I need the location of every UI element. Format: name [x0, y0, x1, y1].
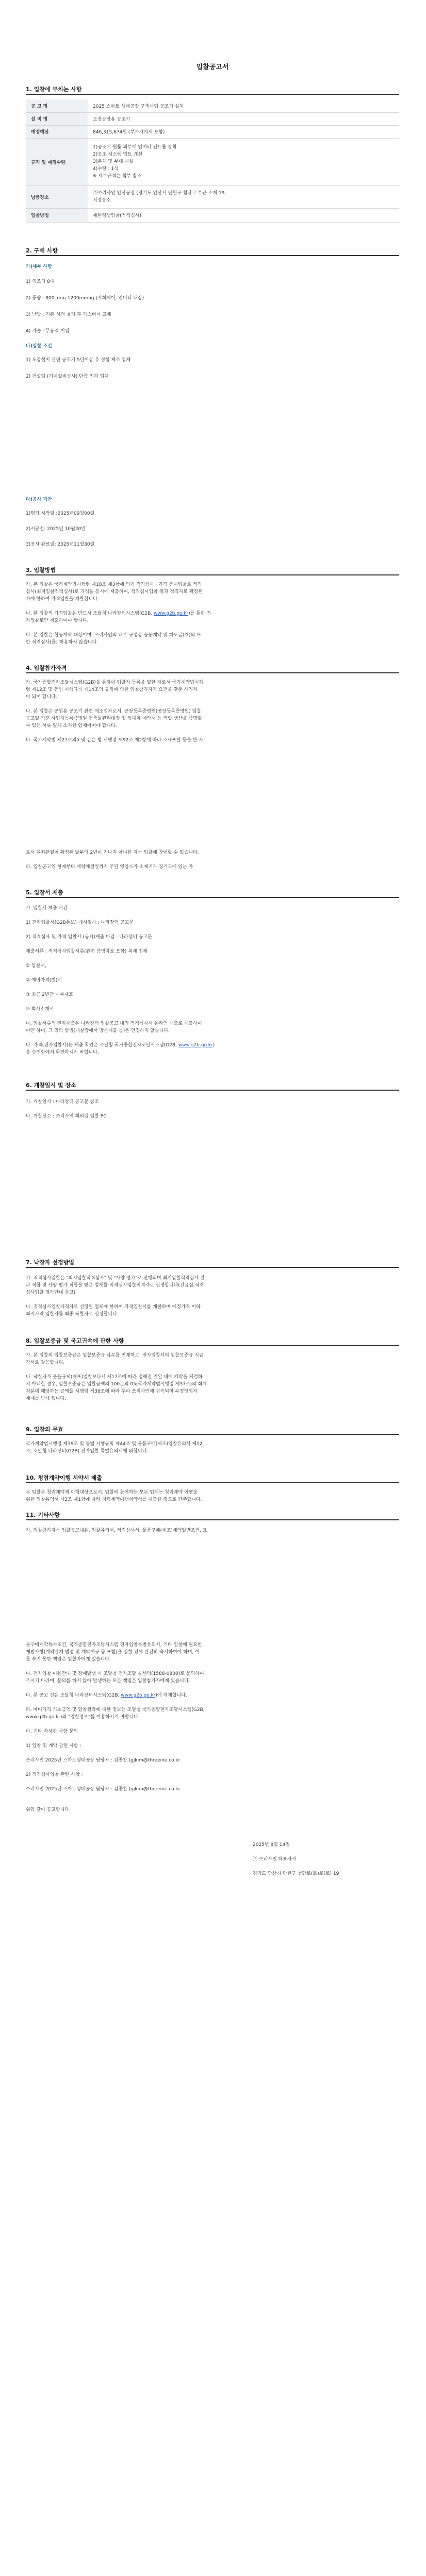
- paragraph-line: 이 되어 합니다.: [26, 694, 57, 700]
- paragraph-line: 자입찰로만 제출하여야 합니다.: [26, 618, 89, 623]
- row-label: 공 고 명: [26, 99, 88, 112]
- section-9-heading: 9. 입찰의 무효: [26, 1426, 63, 1433]
- paragraph-line: 다. 국가계약법 제27조의5 및 같은 법 시행령 제92조 제2항에 따라 조세포탈 등을 한 자: [26, 738, 203, 743]
- paragraph-line: 가. 본 입찰은 국가계약법시행령 제18조 제3항에 의거 적격심사 · 가격 동시입찰로 적격: [26, 582, 202, 587]
- paragraph-line: 로서 유죄판결이 확정된 날부터 2년이 지나지 아니한 자는 입찰에 참여할 수 없습니다.: [26, 850, 199, 855]
- table-row: [26, 138, 399, 185]
- paragraph-line: 나. 낙찰자가 을을규제(체포)입찰보다서 제17조에 따라 정해진 기일 내에 계약을 체결하: [26, 1375, 203, 1380]
- paragraph-line: [26, 1692, 399, 1699]
- paragraph-line: 가. 적격심사입찰은 "최저입찰적격심사" 및 "사양 평가"로 진행되며 최저입찰적격심사 결: [26, 1276, 205, 1281]
- paragraph-line: 제재를 받게 됩니다.: [26, 1396, 67, 1401]
- section-2-heading: 2. 구매 사항: [26, 247, 58, 254]
- paragraph-line: 나. 개찰장소 : 쓰리사인 회의실 입찰 PC: [26, 1114, 107, 1119]
- paragraph-line: 자에 한하여 가격입찰을 개찰합니다.: [26, 597, 99, 602]
- section-3-rule: [26, 574, 399, 575]
- section-4-heading: 4. 입찰참가자격: [26, 665, 67, 671]
- section-6-heading: 6. 개찰일시 및 장소: [26, 1082, 76, 1089]
- list-item: ① 입찰서,: [26, 963, 46, 969]
- detail-item: 4) 가습 : 무동력 미입: [26, 329, 70, 334]
- section-8-rule: [26, 1345, 399, 1346]
- detail-item: 3) 난방 : 기존 히터 철거 후 가스버너 교체: [26, 312, 111, 317]
- closing-line: 위와 같이 공고합니다.: [26, 1807, 71, 1812]
- condition-item: 1) 도장설비 관련 공조기 5년이상 유 경험 제조 업체: [26, 358, 131, 363]
- row-label: 규격 및 예정수량: [26, 138, 88, 185]
- row-label: 설 비 명: [26, 112, 88, 125]
- text-segment: 다. 본 공고 건은 조달청 나라장터시스템(G2B,: [26, 1693, 121, 1698]
- spec-line: 4)수량 : 1식: [93, 166, 119, 172]
- schedule-item: 3)공사 완료일: 2025년11월30일: [26, 542, 95, 547]
- paragraph-line: 나. 전자입찰 이용안내 및 장애발생 시 조달청 전자조달 콜센터(1588-0800)로 문의하여: [26, 1671, 204, 1676]
- paragraph-line: 라. 예비가격 기초금액 및 입찰결과에 대한 정보는 조달청 국가종합전자조달시스템(G2B,: [26, 1707, 205, 1713]
- section-2-rule: [26, 255, 399, 256]
- section-1-heading: 1. 입찰에 부치는 사항: [26, 86, 82, 93]
- text-segment: )에 게재합니다.: [155, 1693, 187, 1698]
- paragraph-line: 수 있는 서류 일체 소지한 업체이어야 합니다.: [26, 723, 117, 728]
- detail-subheading: 가)세부 사항: [26, 264, 52, 269]
- paragraph-line: 나. 적격심사입찰자격자로 선정된 업체에 한하여 가격입찰서를 개찰하며 예정가격 이하: [26, 1304, 201, 1310]
- paragraph-line: 최저가격 입찰자를 최종 낙찰자로 선정합니다.: [26, 1312, 119, 1317]
- paragraph-line: 제출서류 : 적격심사입찰서류(관련 증빙자료 포함) 복제 접제: [26, 949, 148, 954]
- paragraph-line: 1) 전자입찰서(G2B통보) 개시일시 : 나라장터 공고문: [26, 920, 134, 925]
- spec-line: ※ 세부규격은 첨부 참조: [93, 174, 142, 179]
- spec-line: 1)공조기 원룸 외부에 인버터 컨트롤 장착: [93, 145, 177, 150]
- paragraph-line: 위한 입찰유의서 제3조 제1항에 따라 청렴계약이행서약서를 제출한 것으로 간주합니다.: [26, 1497, 202, 1502]
- row-value: 846,315,674원 (부가가치세 포함): [88, 125, 399, 138]
- table-row: [26, 99, 399, 112]
- table-row: [26, 112, 399, 125]
- paragraph-line: 심사입찰 평가단내 참고): [26, 1290, 76, 1295]
- paragraph-line: www.g2b.go.kr)의 "입찰정보"를 이용하시기 바랍니다.: [26, 1715, 140, 1720]
- paragraph-line: 을 승인함에서 확인하시기 바랍니다.: [26, 1050, 99, 1055]
- paragraph-line: 나. 본 입찰은 공업용 공조기 관련 제조업자로서, 공장등록증명원(공장등록증명원) 입찰: [26, 709, 201, 714]
- signature-company: ㈜ 쓰리사인 대표자사: [253, 1857, 297, 1862]
- text-segment: 나. 본 입찰의 가격입찰은 반드시 조달청 나라장터시스템(G2B,: [26, 611, 154, 616]
- g2b-link[interactable]: www.g2b.go.kr: [178, 1043, 213, 1048]
- row-label: 입찰방법: [26, 208, 88, 222]
- section-4-rule: [26, 672, 399, 673]
- row-label: 납품장소: [26, 185, 88, 208]
- table-row: [26, 185, 399, 208]
- signature-date: 2025년 8월 14일: [253, 1842, 290, 1848]
- section-3-heading: 3. 입찰방법: [26, 567, 56, 573]
- section-6-rule: [26, 1090, 399, 1091]
- section-5-heading: 5. 입찰서 제출: [26, 889, 63, 896]
- place-line: 지정장소: [93, 198, 111, 203]
- section-11-rule: [26, 1519, 399, 1520]
- paragraph-line: 2) 적격심사입찰 관련 사항 :: [26, 1772, 83, 1777]
- row-value: [88, 185, 399, 208]
- place-line: ㈜쓰리사인 안산공장 (경기도 안산시 단원구 첨단로 부근 소재 19,: [93, 191, 226, 196]
- paragraph-line: [26, 1042, 399, 1049]
- paragraph-line: 가. 개찰일시 : 나라장터 공고문 참조: [26, 1099, 99, 1105]
- row-value: 2025 스마트 생태공장 구축사업 공조기 설치: [88, 99, 399, 112]
- paragraph-line: 본 입찰은 청렴계약제 이행대상으로서, 입찰에 참여하는 모든 업체는 청렴계약 이행을: [26, 1490, 198, 1495]
- paragraph-line: 가. 입찰참가자는 입찰공고내용, 입찰유의서, 적격심사서, 물품구매(제조)계약일반조건, 표: [26, 1528, 207, 1533]
- spec-line: 3)분체 및 부대 시설: [93, 159, 134, 164]
- paragraph-line: 령 제12조 및 동법 시행규칙 제14조의 규정에 의한 입찰참가자격 요건을 갖춘 사업자: [26, 687, 198, 692]
- paragraph-line: 2) 적격심사 및 가격 입찰서 (동시)제출 마감 : 나라장터 공고문: [26, 935, 153, 940]
- paragraph-line: [26, 610, 399, 617]
- list-item: ④ 회사소개서: [26, 1007, 54, 1012]
- paragraph-line: 과 적합 및 사양 평가 적합을 받은 업체를 적격심사입찰적격자로 선정합니다(긴급심,적격: [26, 1283, 204, 1288]
- paragraph-line: 가. 본 입찰의 입찰보증금은 입찰보증금 납부를 면제하고, 전자입찰서의 입찰보증금 지급: [26, 1353, 204, 1358]
- paragraph-line: 국가계약법시행령 제39조 및 동법 시행규칙 제44조 및 물품구매(제조)입찰유의서 제12: [26, 1442, 203, 1447]
- paragraph-line: 나. 입찰서류의 전자제출은 나라장터 입찰공고 내의 적격심사서 온라인 제출로 제출하여: [26, 1021, 202, 1026]
- list-item: ③ 최근 2년간 재무제표: [26, 992, 73, 997]
- condition-item: 2) 건설업 (기계설비공사) 단종 면허 업체: [26, 374, 109, 379]
- table-row: [26, 208, 399, 222]
- signature-address: 경기도 안산시 단원구 첨단로(로)로(로) 19: [253, 1871, 339, 1876]
- section-7-rule: [26, 1267, 399, 1268]
- text-segment: )를 통한 전: [188, 611, 211, 616]
- row-label: 예정예산: [26, 125, 88, 138]
- section-10-rule: [26, 1482, 399, 1483]
- contact-line: 쓰리사인 2025년 스마트생태공장 담당자 : 김종찬 (gjkim@threeine.co.kr: [26, 1758, 181, 1763]
- section-10-heading: 10. 청렴계약이행 서약서 제출: [26, 1475, 102, 1481]
- g2b-link[interactable]: www.g2b.go.kr: [121, 1693, 156, 1698]
- row-value: 제한경쟁입찰(적격심사): [88, 208, 399, 222]
- paragraph-line: 처분에 해당하는 금액을 시행령 제38조에 따라 우리 쓰리사인에 귀속되며 부정당업자: [26, 1389, 198, 1394]
- section-9-rule: [26, 1434, 399, 1435]
- paragraph-line: 심사(최저입찰적격심사)로 가격을 동시에 제출하며, 적격심사입찰 결과 적격자로 확정된: [26, 589, 203, 595]
- detail-item: 1) 외조기 8대: [26, 279, 55, 284]
- paragraph-line: 한 적격심사(를) 허용하지 않습니다.: [26, 640, 99, 645]
- text-segment: 다. 가격(전자입찰서)는 제출 확인은 조달청 국가종합전자조달시스템(G2B,: [26, 1043, 178, 1048]
- condition-subheading: 나)입찰 조건: [26, 344, 52, 349]
- detail-item: 2) 풍량 : 800cmm 1200mmaq (저희제어, 인버터 내장): [26, 296, 144, 301]
- table-row: [26, 125, 399, 138]
- document-title: 입찰공고서: [196, 63, 229, 71]
- paragraph-line: 가. 국가종합전자조달시스템(G2B)을 통하여 입찰자 등록을 필한 자로서 국가계약법시행: [26, 680, 204, 685]
- paragraph-line: 가. 입찰서 제출 기간: [26, 906, 68, 911]
- paragraph-line: 지 아니할 경우, 입찰보증금은 입찰금액의 100분의 05(국가계약법시행령 제37조)의 회계: [26, 1382, 207, 1387]
- paragraph-line: 를 숙지 못한 책임은 입찰자에게 있습니다.: [26, 1657, 111, 1662]
- row-value: [88, 138, 399, 185]
- paragraph-line: 라. 입찰공고일 현재부터 계약체결일까지 주된 영업소가 소재지가 경기도에 있는 자: [26, 865, 193, 870]
- row-value: 도장공장용 공조기: [88, 112, 399, 125]
- paragraph-line: 1) 입찰 및 계약 관련 사항 :: [26, 1743, 81, 1749]
- section-7-heading: 7. 낙찰자 선정방법: [26, 1259, 74, 1266]
- paragraph-line: 공고일 기준 사업자등록증명원 건축물관리대장 및 입대차 계약서 등 적합 생산을 증명할: [26, 716, 202, 721]
- section-1-rule: [26, 94, 399, 95]
- bid-info-table: [26, 99, 399, 223]
- paragraph-line: 각서로 갈음합니다.: [26, 1360, 65, 1365]
- schedule-subheading: 다)공사 기간: [26, 497, 52, 502]
- paragraph-line: 다. 본 입찰은 협동계약 대상이며, 쓰리사인의 내부 규정상 공동계약 및 하도급(재)의 또: [26, 633, 201, 638]
- g2b-link[interactable]: www.g2b.go.kr: [154, 611, 189, 616]
- paragraph-line: 야만 하며, 그 외의 방법(개찰장에서 방문제출 등)은 인정하지 않습니다.: [26, 1028, 170, 1033]
- paragraph-line: 물구매계약특수조건, 국가종합전자조달시스템 전자입찰특별유의서, 기타 입찰에 필요한: [26, 1642, 202, 1648]
- paragraph-line: 주시기 바라며, 문의를 하지 않아 발생하는 모든 책임은 입찰참가자에게 있습니다.: [26, 1679, 190, 1684]
- schedule-item: 1)평가 시작일 :2025년09월00일: [26, 511, 95, 516]
- section-8-heading: 8. 입찰보증금 및 국고귀속에 관한 사항: [26, 1337, 124, 1344]
- spec-line: 2)공조 시스템 덕트 개선: [93, 152, 143, 157]
- paragraph-line: 조, 조달청 나라장터(G2B) 전자입찰 특별유의서에 의합니다.: [26, 1449, 149, 1454]
- schedule-item: 2)시공전: 2025년 10월20일: [26, 527, 86, 532]
- section-5-rule: [26, 897, 399, 898]
- paragraph-line: 마. 기타 자세한 사항 문의: [26, 1729, 78, 1734]
- paragraph-line: 제반사항(계약관계 법령 및 계약예규 등 포함)을 입찰 전에 완전히 숙지하여야 하며, 이: [26, 1650, 200, 1655]
- list-item: ② 예비가격(별)서: [26, 978, 62, 983]
- text-segment: ): [212, 1043, 215, 1048]
- section-11-heading: 11. 기타사항: [26, 1512, 60, 1518]
- contact-line: 쓰리사인 2025년 스마트생태공장 담당자 : 김종찬 (gjkim@threeine.co.kr: [26, 1787, 181, 1792]
